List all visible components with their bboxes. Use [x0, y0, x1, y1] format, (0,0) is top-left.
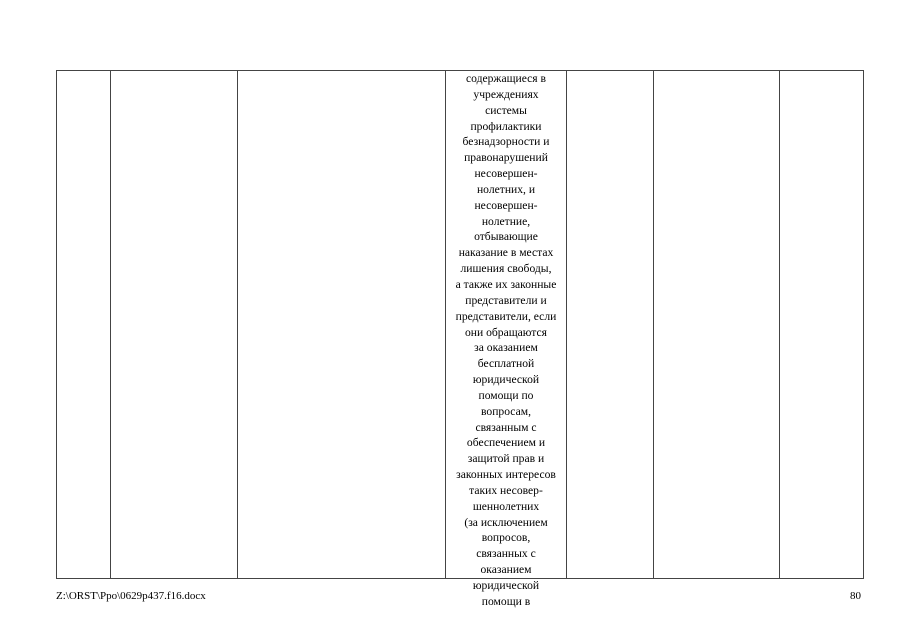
table-cell-7: [780, 71, 864, 579]
table-cell-2: [111, 71, 238, 579]
table-cell-3: [238, 71, 446, 579]
table-cell-4: [446, 71, 567, 608]
main-cell-text: содержащиеся в учреждениях системы профилактики безнадзорности и правонарушений несовершен- нолетних, и несовершен- нолетние, отбывающие наказание в местах лишения свободы, а также их законные представители и представители, если они обращаются за оказанием бесплатной юридической помощи по вопросам, связанным с обеспечением и защитой прав и законных интересов таких несовер- шеннолетних (за исключением вопросов, связанных с оказанием юридической помощи в: [455, 72, 557, 608]
footer-file-path: Z:\ORST\Ppo\0629p437.f16.docx: [56, 590, 206, 602]
table-cell-5: [567, 71, 654, 579]
page-number: 80: [850, 590, 861, 602]
table-cell-1: [57, 71, 111, 579]
table-row: [57, 71, 864, 579]
table-cell-6: [654, 71, 780, 579]
